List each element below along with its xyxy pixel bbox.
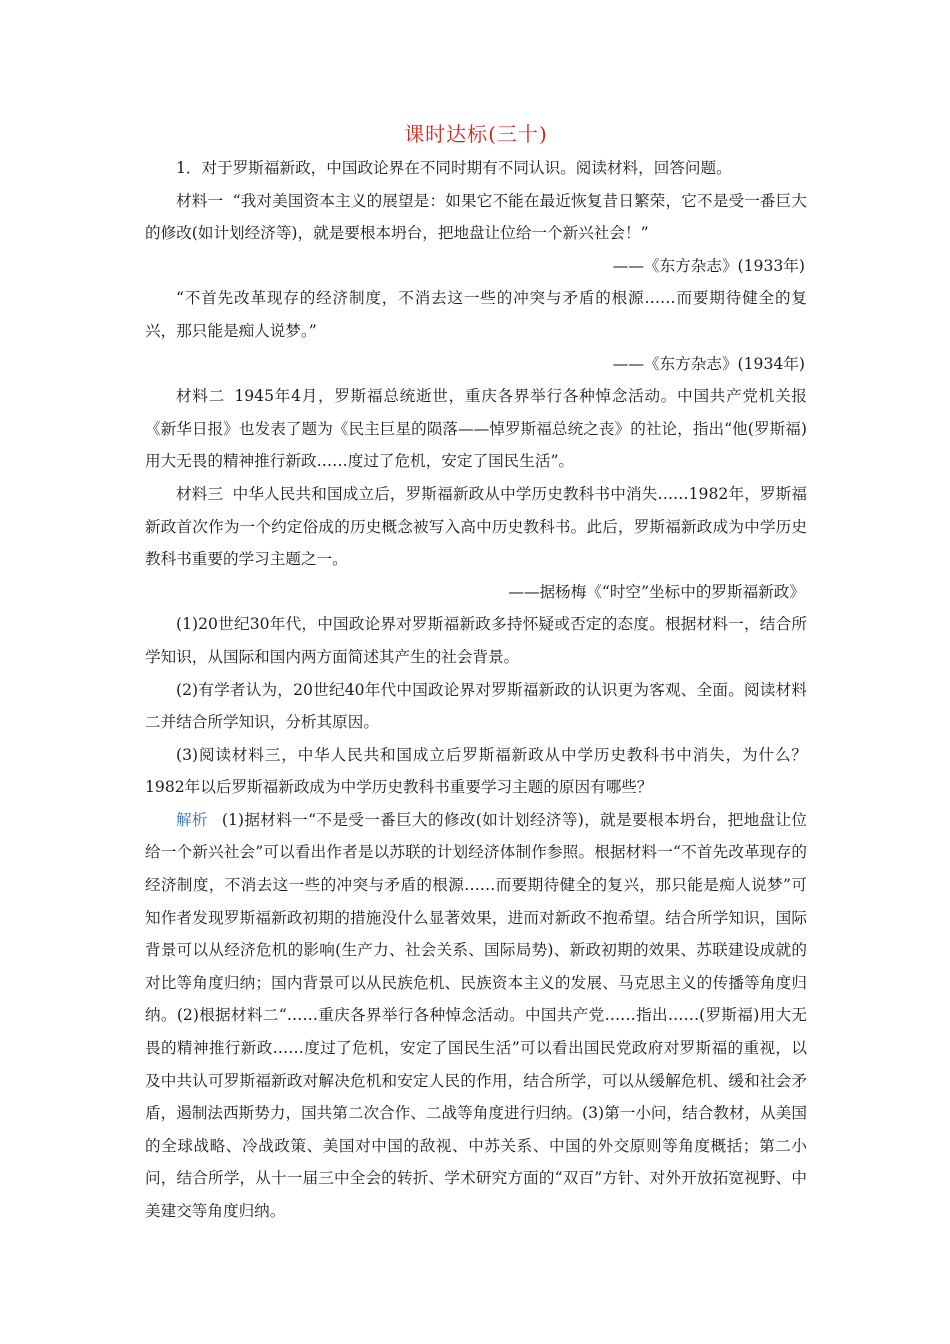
sub-question-1: (1)20世纪30年代，中国政论界对罗斯福新政多持怀疑或否定的态度。根据材料一，结合所学知识，从国际和国内两方面简述其产生的社会背景。 bbox=[145, 615, 807, 666]
worksheet-page bbox=[145, 118, 807, 1228]
analysis-text: (1)据材料一“不是受一番巨大的修改(如计划经济等)，就是要根本坍台，把地盘让位给一个新兴社会”可以看出作者是以苏联的计划经济体制作参照。根据材料一“不首先改革现存的经济制度，不消去这一些的冲突与矛盾的根源……而要期待健全的复兴，那只能是痴人说梦”可知作者发现罗斯福新政初期的措施没什么显著效果，进而对新政不抱希望。结合所学知识，国际背景可以从经济危机的影响(生产力、社会关系、国际局势)、新政初期的效果、苏联建设成就的对比等角度归纳；国内背景可以从民族危机、民族资本主义的发展、马克思主义的传播等角度归纳。(2)根据材料二“……重庆各界举行各种悼念活动。中国共产党……指出……(罗斯福)用大无畏的精神推行新政……度过了危机，安定了国民生活”可以看出国民党政府对罗斯福的重视，以及中共认可罗斯福新政对解决危机和安定人民的作用，结合所学，可以从缓解危机、缓和社会矛盾，遏制法西斯势力，国共第二次合作、二战等角度进行归纳。(3)第一小问，结合教材，从美国的全球战略、冷战政策、美国对中国的敌视、中苏关系、中国的外交原则等角度概括；第二小问，结合所学，从十一届三中全会的转折、学术研究方面的“双百”方针、对外开放拓宽视野、中美建交等角度归纳。 bbox=[145, 810, 807, 1220]
question-stem: 1．对于罗斯福新政，中国政论界在不同时期有不同认识。阅读材料，回答问题。 bbox=[176, 159, 732, 177]
material-2-label: 材料二 bbox=[176, 387, 225, 406]
material-3-label: 材料三 bbox=[176, 484, 224, 503]
material-1-source-2: ——《东方杂志》(1934年) bbox=[612, 354, 805, 373]
sub-question-2: (2)有学者认为，20世纪40年代中国政论界对罗斯福新政的认识更为客观、全面。阅读材料二并结合所学知识，分析其原因。 bbox=[145, 680, 807, 732]
material-3-source: ——据杨梅《“时空”坐标中的罗斯福新政》 bbox=[508, 582, 805, 601]
material-3 bbox=[145, 478, 807, 576]
sub-question-3: (3)阅读材料三，中华人民共和国成立后罗斯福新政从中学历史教科书中消失，为什么？1982年以后罗斯福新政成为中学历史教科书重要学习主题的原因有哪些？ bbox=[145, 745, 807, 797]
material-2 bbox=[145, 380, 807, 478]
material-1-quote-1 bbox=[145, 185, 807, 250]
material-1-quote-2: “不首先改革现存的经济制度，不消去这一些的冲突与矛盾的根源……而要期待健全的复兴，那只能是痴人说梦。” bbox=[145, 289, 807, 340]
analysis-label: 解析 bbox=[176, 810, 208, 829]
material-1-label: 材料一 bbox=[176, 191, 224, 210]
material-1-source-1: ——《东方杂志》(1933年) bbox=[612, 256, 805, 275]
material-1-quote-1-text: “我对美国资本主义的展望是：如果它不能在最近恢复昔日繁荣，它不是受一番巨大的修改(如计划经济等)，就是要根本坍台，把地盘让位给一个新兴社会！” bbox=[145, 191, 807, 243]
material-3-text: 中华人民共和国成立后，罗斯福新政从中学历史教科书中消失……1982年，罗斯福新政首次作为一个约定俗成的历史概念被写入高中历史教科书。此后，罗斯福新政成为中学历史教科书重要的学习主题之一。 bbox=[145, 484, 807, 569]
material-2-text: 1945年4月，罗斯福总统逝世，重庆各界举行各种悼念活动。中国共产党机关报《新华日报》也发表了题为《民主巨星的陨落——悼罗斯福总统之丧》的社论，指出“他(罗斯福)用大无畏的精神推行新政……度过了危机，安定了国民生活”。 bbox=[145, 387, 807, 471]
analysis bbox=[145, 804, 807, 1228]
page-title: 课时达标(三十) bbox=[404, 122, 548, 146]
